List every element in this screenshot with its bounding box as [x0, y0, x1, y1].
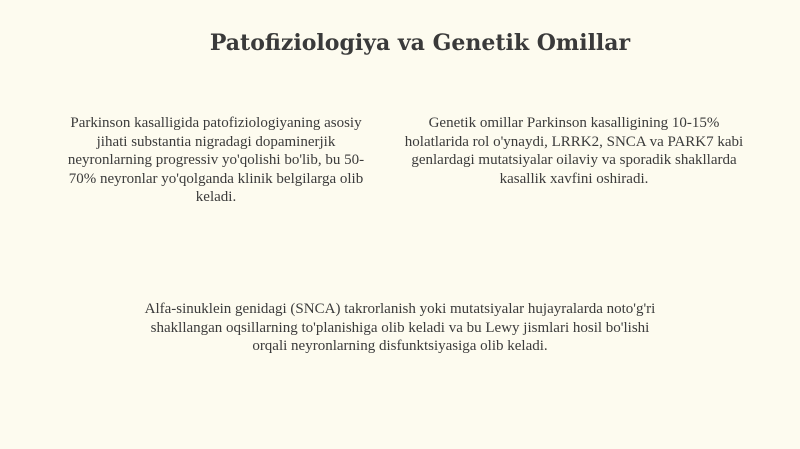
- pathophysiology-paragraph: Parkinson kasalligida patofiziologiyaning asosiy jihati substantia nigradagi dopaminerjik neyronlarning progressiv yo'qolishi bo'lib, bu 50-70% neyronlar yo'qolganda klinik belgilarga olib keladi.: [67, 115, 365, 205]
- alpha-synuclein-paragraph: Alfa-sinuklein genidagi (SNCA) takrorlanish yoki mutatsiyalar hujayralarda noto'g'ri shakllangan oqsillarning to'planishiga olib keladi va bu Lewy jismlari hosil bo'lishi orqali neyronlarning disfunktsiyasiga olib keladi.: [144, 301, 656, 354]
- slide-title: Patofiziologiya va Genetik Omillar: [209, 30, 631, 56]
- genetic-factors-paragraph: Genetik omillar Parkinson kasalligining 10-15% holatlarida rol o'ynaydi, LRRK2, SNCA va PARK7 kabi genlardagi mutatsiyalar oilaviy va sporadik shakllarda kasallik xavfini oshiradi.: [404, 115, 744, 187]
